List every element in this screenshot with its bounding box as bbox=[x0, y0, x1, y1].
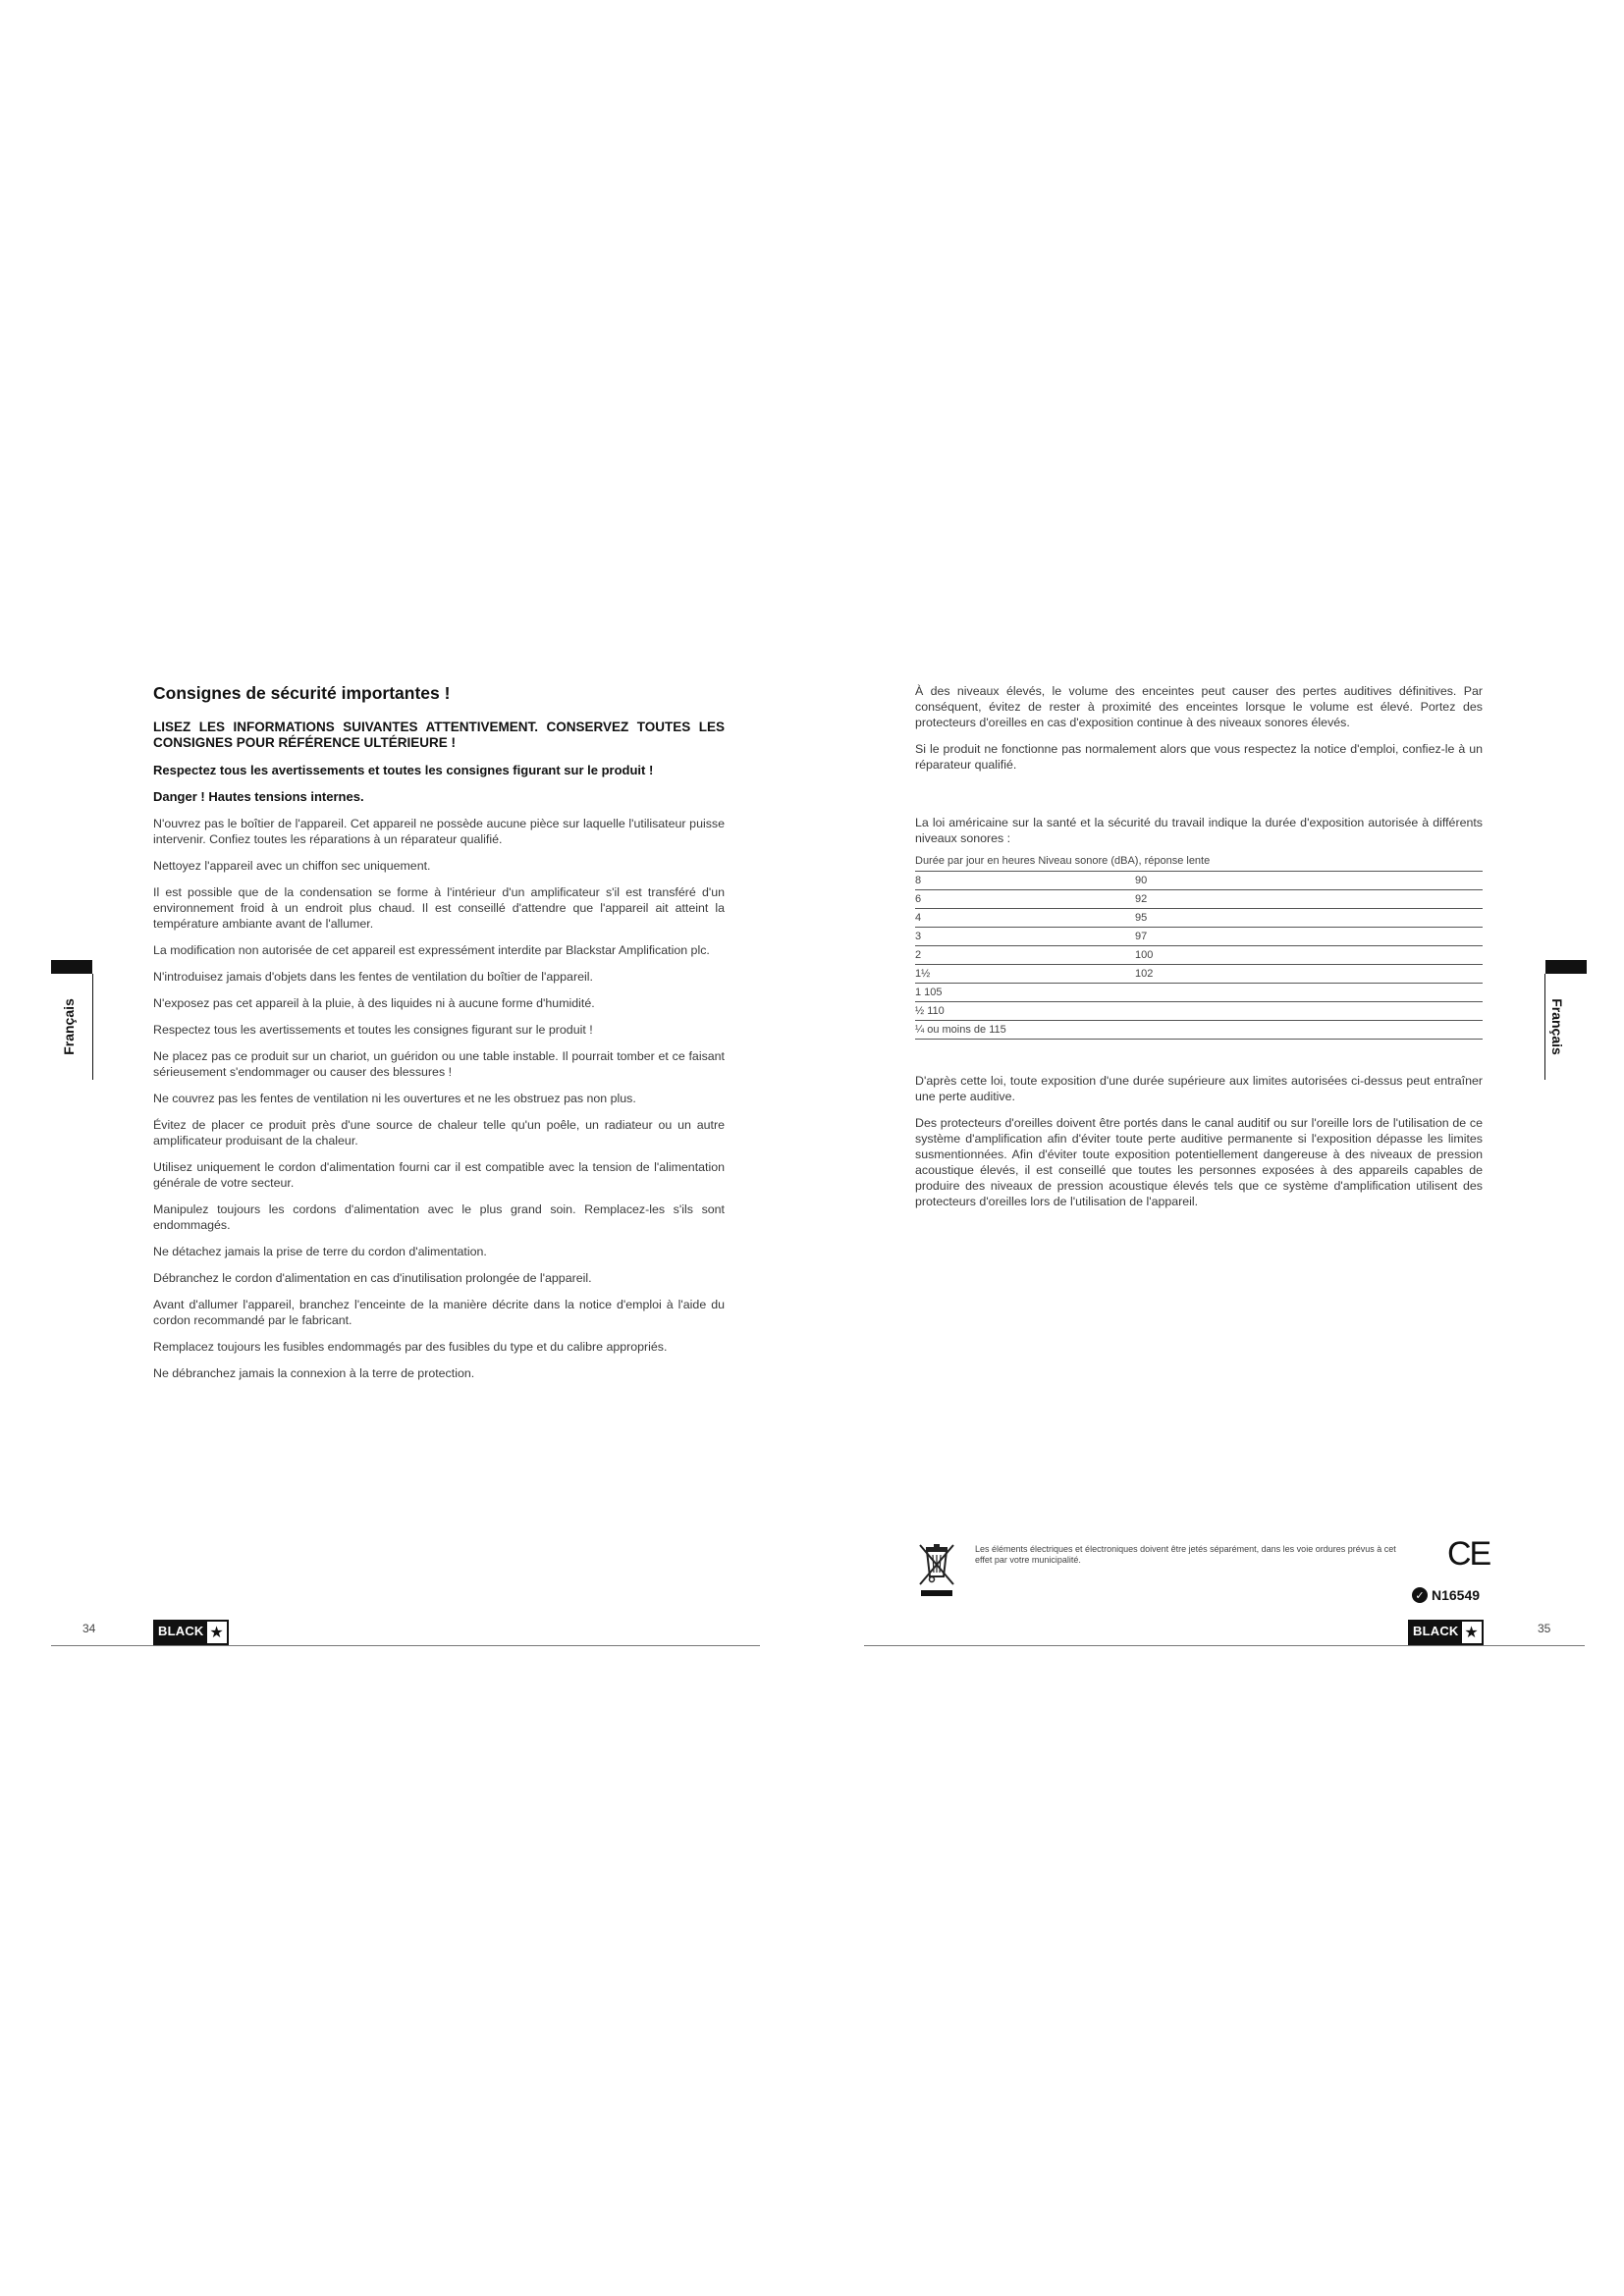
logo-text: BLACK bbox=[155, 1622, 207, 1643]
table-cell: 100 bbox=[1135, 949, 1154, 961]
paragraph: Ne débranchez jamais la connexion à la terre de protection. bbox=[153, 1366, 475, 1380]
paragraph: La modification non autorisée de cet appareil est expressément interdite par Blackstar Amplification plc. bbox=[153, 943, 710, 957]
table-row bbox=[915, 1021, 1483, 1040]
table-row bbox=[915, 984, 1483, 1002]
table-row bbox=[915, 909, 1483, 928]
table-header: Durée par jour en heures Niveau sonore (dBA), réponse lente bbox=[915, 852, 1483, 872]
weee-bin-icon bbox=[917, 1541, 956, 1603]
table-cell: 102 bbox=[1135, 968, 1154, 980]
c-tick-icon: ✓ bbox=[1412, 1587, 1428, 1603]
table-cell: 97 bbox=[1135, 931, 1148, 942]
service-paragraph: Si le produit ne fonctionne pas normalement alors que vous respectez la notice d'emploi, confiez-le à un réparateur qualifié. bbox=[915, 742, 1483, 772]
paragraph: Remplacez toujours les fusibles endommagés par des fusibles du type et du calibre appropriés. bbox=[153, 1340, 668, 1354]
paragraph: N'introduisez jamais d'objets dans les fentes de ventilation du boîtier de l'appareil. bbox=[153, 970, 593, 984]
table-cell: 90 bbox=[1135, 875, 1148, 886]
table-cell: 4 bbox=[915, 912, 922, 924]
table-row bbox=[915, 965, 1483, 984]
ce-mark: CE bbox=[1447, 1535, 1490, 1573]
paragraph: Il est possible que de la condensation se forme à l'intérieur d'un amplificateur s'il est transféré d'un environnement froid à un endroit plus chaud. Il est conseillé d'attendre que l'appareil ait atteint la température ambiante avant de l'allumer. bbox=[153, 885, 725, 931]
paragraph: N'ouvrez pas le boîtier de l'appareil. Cet appareil ne possède aucune pièce sur laquelle l'utilisateur puisse intervenir. Confiez toutes les réparations à un réparateur qualifié. bbox=[153, 817, 725, 846]
caps-warning: LISEZ LES INFORMATIONS SUIVANTES ATTENTIVEMENT. CONSERVEZ TOUTES LES CONSIGNES POUR RÉFÉRENCE ULTÉRIEURE ! bbox=[153, 720, 725, 750]
paragraph: Manipulez toujours les cordons d'alimentation avec le plus grand soin. Remplacez-les s'ils sont endommagés. bbox=[153, 1202, 725, 1232]
table-cell: 1½ bbox=[915, 968, 931, 980]
left-side-marker bbox=[51, 960, 92, 974]
blackstar-logo-left bbox=[153, 1620, 229, 1645]
right-language-tab: Français bbox=[1549, 998, 1565, 1055]
danger-heading: Danger ! Hautes tensions internes. bbox=[153, 789, 364, 804]
bold-notice: Respectez tous les avertissements et toutes les consignes figurant sur le produit ! bbox=[153, 763, 654, 777]
compliance-code: N16549 bbox=[1432, 1587, 1481, 1603]
table-cell: 92 bbox=[1135, 893, 1148, 905]
table-row bbox=[915, 890, 1483, 909]
table-cell: 3 bbox=[915, 931, 922, 942]
table-row bbox=[915, 946, 1483, 965]
left-page-content bbox=[153, 683, 725, 1392]
table-row bbox=[915, 928, 1483, 946]
paragraph: Évitez de placer ce produit près d'une source de chaleur telle qu'un poêle, un radiateur ou un autre amplificateur produisant de la chaleur. bbox=[153, 1118, 725, 1148]
left-page-number: 34 bbox=[82, 1622, 96, 1635]
left-footer-rule bbox=[51, 1645, 760, 1646]
right-footer-rule bbox=[864, 1645, 1585, 1646]
compliance-mark bbox=[1412, 1587, 1480, 1603]
paragraph: Nettoyez l'appareil avec un chiffon sec uniquement. bbox=[153, 859, 431, 873]
table-cell: 1 105 bbox=[915, 987, 943, 998]
right-side-marker bbox=[1545, 960, 1587, 974]
table-cell: 95 bbox=[1135, 912, 1148, 924]
table-cell: 6 bbox=[915, 893, 922, 905]
table-row bbox=[915, 872, 1483, 890]
paragraph: Débranchez le cordon d'alimentation en cas d'inutilisation prolongée de l'appareil. bbox=[153, 1271, 592, 1285]
paragraph: Utilisez uniquement le cordon d'alimentation fourni car il est compatible avec la tension de l'alimentation générale de votre secteur. bbox=[153, 1160, 725, 1190]
page-title: Consignes de sécurité importantes ! bbox=[153, 683, 451, 703]
right-page-number: 35 bbox=[1538, 1622, 1551, 1635]
table-cell: 8 bbox=[915, 875, 922, 886]
logo-text: BLACK bbox=[1410, 1622, 1462, 1643]
left-language-tab: Français bbox=[61, 998, 77, 1055]
blackstar-logo-right bbox=[1408, 1620, 1484, 1645]
star-icon: ★ bbox=[1462, 1622, 1482, 1643]
paragraph: Avant d'allumer l'appareil, branchez l'enceinte de la manière décrite dans la notice d'emploi à l'aide du cordon recommandé par le fabricant. bbox=[153, 1298, 725, 1327]
left-side-rule bbox=[92, 974, 93, 1080]
table-cell: ¼ ou moins de 115 bbox=[915, 1024, 1006, 1036]
hearing-warning-paragraph: À des niveaux élevés, le volume des enceintes peut causer des pertes auditives définitives. Par conséquent, évitez de rester à proximité des enceintes lorsque le volume est élevé. Portez des protecteurs d'oreilles en cas d'exposition continue à des niveaux sonores élevés. bbox=[915, 684, 1483, 729]
law-paragraph: D'après cette loi, toute exposition d'une durée supérieure aux limites autorisées ci-dessus peut entraîner une perte auditive. bbox=[915, 1074, 1483, 1103]
exposure-table bbox=[915, 852, 1483, 1040]
weee-disposal-notice: Les éléments électriques et électroniques doivent être jetés séparément, dans les voie ordures prévus à cet effet par votre municipalité. bbox=[975, 1544, 1396, 1565]
paragraph: Respectez tous les avertissements et toutes les consignes figurant sur le produit ! bbox=[153, 1023, 593, 1037]
right-side-rule bbox=[1544, 974, 1545, 1080]
table-cell: 2 bbox=[915, 949, 922, 961]
osha-intro-paragraph: La loi américaine sur la santé et la sécurité du travail indique la durée d'exposition autorisée à différents niveaux sonores : bbox=[915, 816, 1483, 845]
star-icon: ★ bbox=[207, 1622, 227, 1643]
paragraph: N'exposez pas cet appareil à la pluie, à des liquides ni à aucune forme d'humidité. bbox=[153, 996, 595, 1010]
table-row bbox=[915, 1002, 1483, 1021]
ear-protection-paragraph: Des protecteurs d'oreilles doivent être portés dans le canal auditif ou sur l'oreille lors de l'utilisation de ce système d'amplification afin d'éviter toute perte auditive permanente si l'exposition dépasse les limites susmentionnées. Afin d'éviter toute exposition potentiellement dangereuse à des niveaux de pression acoustique élevés, il est conseillé que toutes les personnes exposées à des appareils capables de produire des niveaux de pression acoustique élevés tels que ce système d'amplification utilisent des protecteurs d'oreilles lors de l'utilisation de l'appareil. bbox=[915, 1116, 1483, 1208]
paragraph: Ne couvrez pas les fentes de ventilation ni les ouvertures et ne les obstruez pas non plus. bbox=[153, 1092, 636, 1105]
right-page-content bbox=[915, 683, 1483, 1220]
paragraph: Ne détachez jamais la prise de terre du cordon d'alimentation. bbox=[153, 1245, 487, 1258]
table-cell: ½ 110 bbox=[915, 1005, 945, 1017]
paragraph: Ne placez pas ce produit sur un chariot, un guéridon ou une table instable. Il pourrait tomber et ce faisant sérieusement s'endommager ou causer des blessures ! bbox=[153, 1049, 725, 1079]
